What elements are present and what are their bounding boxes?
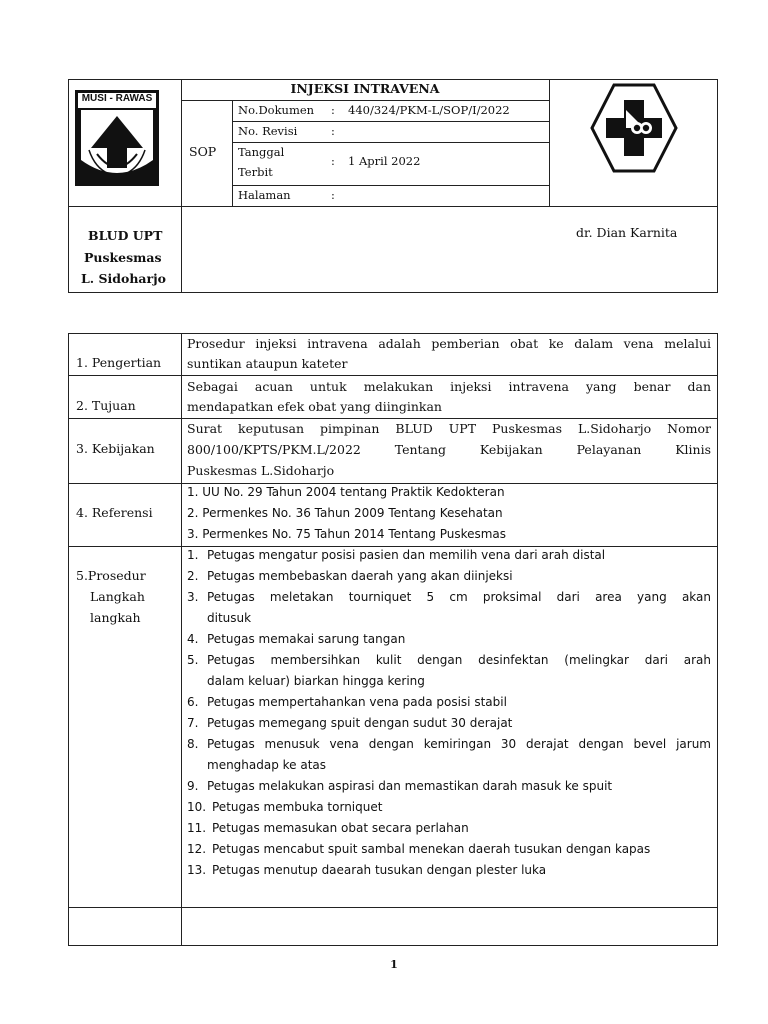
page-colon: : [331,188,335,202]
section-label-prosedur-1: 5.Prosedur [76,568,146,583]
org-name-2: Puskesmas [84,250,162,265]
step-number: 2. [187,569,199,583]
section-label-prosedur-3: langkah [90,610,141,625]
step-text: Petugas mencabut spuit sambal menekan daerah tusukan dengan kapas [212,842,651,856]
pengertian-line-2: suntikan ataupun kateter [187,356,348,371]
step-text: ditusuk [207,611,252,625]
issue-date-value: 1 April 2022 [348,154,421,168]
revision-colon: : [331,124,335,138]
step-text: Petugas mempertahankan vena pada posisi stabil [207,695,507,709]
doc-number-value: 440/324/PKM-L/SOP/I/2022 [348,103,510,117]
section-label-tujuan: 2. Tujuan [76,398,136,413]
referensi-item-1: 1. UU No. 29 Tahun 2004 tentang Praktik Kedokteran [187,485,505,499]
referensi-item-3: 3. Permenkes No. 75 Tahun 2014 Tentang Puskesmas [187,527,507,541]
step-text: Petugas melakukan aspirasi dan memastikan darah masuk ke spuit [207,779,613,793]
section-label-prosedur-2: Langkah [90,589,145,604]
step-text: Petugas membebaskan daerah yang akan diinjeksi [207,569,513,583]
signer-name: dr. Dian Karnita [576,225,678,240]
org-name-3: L. Sidoharjo [81,271,166,286]
step-text: Petugas meletakan tourniquet 5 cm proksimal dari area yang akan [207,590,711,604]
step-text: Petugas memasukan obat secara perlahan [212,821,469,835]
step-number: 7. [187,716,199,730]
kebijakan-line-2: 800/100/KPTS/PKM.L/2022 Tentang Kebijakan Pelayanan Klinis [187,442,711,457]
step-text: Petugas membersihkan kulit dengan desinfektan (melingkar dari arah [207,653,711,667]
step-number: 10. [187,800,207,814]
step-number: 3. [187,590,199,604]
page-number: 1 [390,958,398,971]
step-text: dalam keluar) biarkan hingga kering [207,674,425,688]
issue-date-colon: : [331,154,335,168]
section-label-referensi: 4. Referensi [76,505,153,520]
puskesmas-logo [588,82,680,174]
step-text: menghadap ke atas [207,758,327,772]
step-number: 1. [187,548,199,562]
kebijakan-line-3: Puskesmas L.Sidoharjo [187,463,335,478]
logo-text: MUSI - RAWAS [81,93,153,104]
step-text: Petugas menutup daearah tusukan dengan plester luka [212,863,547,877]
revision-label: No. Revisi [238,124,298,138]
section-label-kebijakan: 3. Kebijakan [76,441,155,456]
pengertian-line-1: Prosedur injeksi intravena adalah pemberian obat ke dalam vena melalui [187,336,711,351]
step-text: Petugas membuka torniquet [212,800,383,814]
step-text: Petugas mengatur posisi pasien dan memilih vena dari arah distal [207,548,606,562]
kebijakan-line-1: Surat keputusan pimpinan BLUD UPT Puskesmas L.Sidoharjo Nomor [187,421,711,436]
step-number: 4. [187,632,199,646]
step-text: Petugas memegang spuit dengan sudut 30 derajat [207,716,513,730]
page-title: INJEKSI INTRAVENA [290,81,440,96]
sop-label: SOP [189,144,217,159]
step-number: 6. [187,695,199,709]
tujuan-line-2: mendapatkan efek obat yang diinginkan [187,399,442,414]
step-number: 13. [187,863,207,877]
step-number: 9. [187,779,199,793]
doc-number-colon: : [331,103,335,117]
referensi-item-2: 2. Permenkes No. 36 Tahun 2009 Tentang Kesehatan [187,506,503,520]
step-number: 5. [187,653,199,667]
step-number: 8. [187,737,199,751]
org-name-1: BLUD UPT [88,228,163,243]
section-label-pengertian: 1. Pengertian [76,355,162,370]
doc-number-label: No.Dokumen [238,103,315,117]
step-text: Petugas menusuk vena dengan kemiringan 30 derajat dengan bevel jarum [207,737,711,751]
step-text: Petugas memakai sarung tangan [207,632,406,646]
issue-date-label-1: Tanggal [238,145,285,159]
step-number: 11. [187,821,207,835]
tujuan-line-1: Sebagai acuan untuk melakukan injeksi intravena yang benar dan [187,379,711,394]
issue-date-label-2: Terbit [238,165,273,179]
page-label: Halaman [238,188,291,202]
step-number: 12. [187,842,207,856]
